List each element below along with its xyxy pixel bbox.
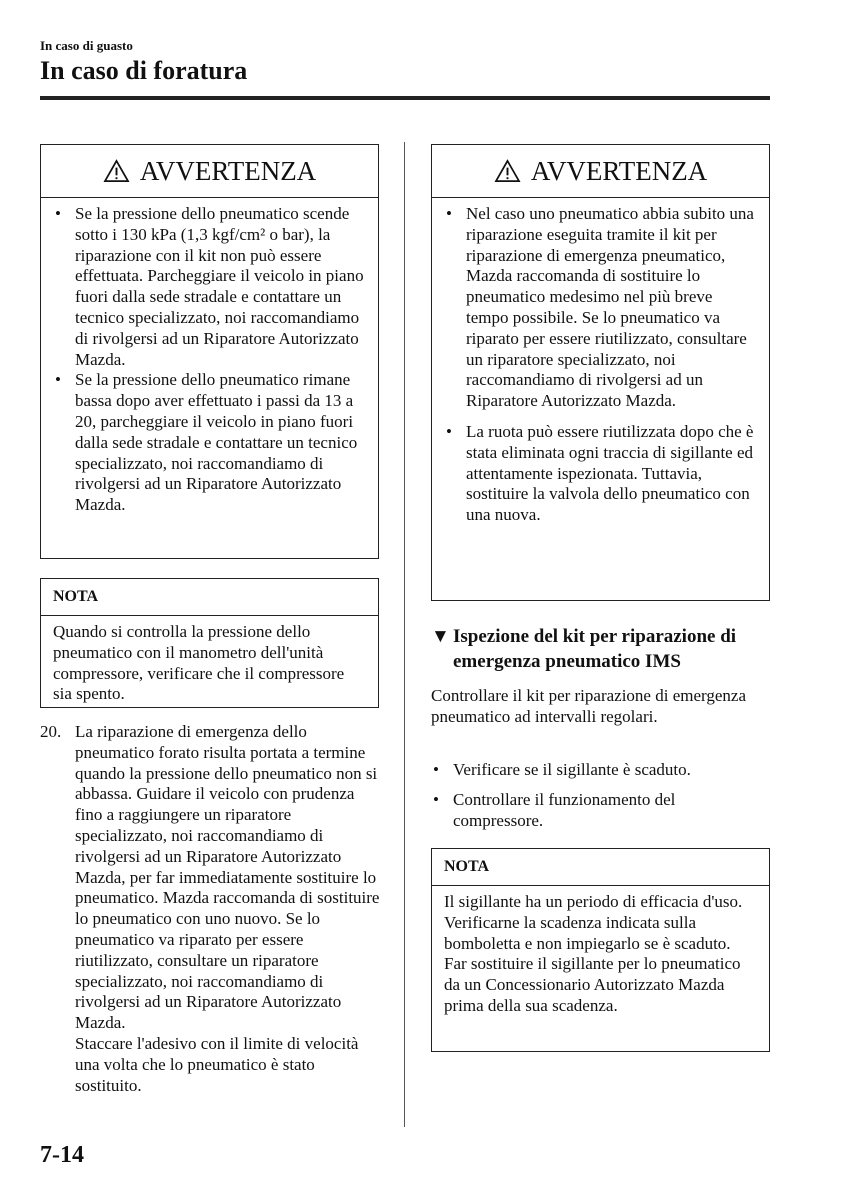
warning-title: AVVERTENZA [139, 155, 317, 186]
step-text-2: Staccare l'adesivo con il limite di velocità una volta che lo pneumatico è stato sostituito. [75, 1033, 359, 1095]
nota-box-right [431, 848, 770, 1052]
column-divider [404, 142, 405, 1127]
warning-item: • La ruota può essere riutilizzata dopo che è stata eliminata ogni traccia di sigillante ed attentamente ispezionata. Tuttavia, sostituire la valvola dello pneumatico con una nuova. [444, 422, 757, 526]
warning-item: • Nel caso uno pneumatico abbia subito una riparazione eseguita tramite il kit per riparazione di emergenza pneumatico, Mazda raccomanda di sostituire lo pneumatico medesimo nel più breve tempo possibile. Se lo pneumatico va riparato per essere riutilizzato, consultare un riparatore specializzato, noi raccomandiamo di rivolgersi ad un Riparatore Autorizzato Mazda. [444, 204, 757, 412]
section-label: In caso di guasto [40, 38, 133, 53]
section-marker-icon: ▼ [431, 626, 450, 647]
warning-triangle-icon [103, 159, 130, 183]
warning-box-right [431, 144, 770, 601]
ims-heading-text: Ispezione del kit per riparazione di emergenza pneumatico IMS [453, 626, 737, 672]
ims-intro: Controllare il kit per riparazione di emergenza pneumatico ad intervalli regolari. [431, 686, 746, 726]
warning-header [432, 145, 769, 198]
page-title: In caso di foratura [40, 56, 248, 85]
title-rule [40, 96, 770, 100]
warning-triangle-icon [494, 159, 521, 183]
ims-checklist [431, 760, 766, 831]
nota-text: Il sigillante ha un periodo di efficacia d'uso. Verificarne la scadenza indicata sulla bomboletta e non impiegarlo se è scaduto. Far sostituire il sigillante per lo pneumatico da un Concessionario Autorizzato Mazda prima della sua scadenza. [444, 892, 743, 1015]
page-number: 7-14 [40, 1142, 84, 1168]
list-item: • Verificare se il sigillante è scaduto. [431, 760, 766, 781]
ims-heading [431, 624, 776, 674]
nota-box-left [40, 578, 379, 708]
warning-item: • Se la pressione dello pneumatico rimane bassa dopo aver effettuato i passi da 13 a 20, parcheggiare il veicolo in piano fuori dalla sede stradale e contattare un tecnico specializzato, noi raccomandiamo di rivolgersi ad un Riparatore Autorizzato Mazda. [53, 370, 366, 516]
nota-title: NOTA [41, 579, 378, 616]
warning-box-left [40, 144, 379, 559]
step-text: La riparazione di emergenza dello pneumatico forato risulta portata a termine quando la pressione dello pneumatico non si abbassa. Guidare il veicolo con prudenza fino a raggiungere un riparatore specializzato, noi raccomandiamo di rivolgersi ad un Riparatore Autorizzato Mazda, per far immediatamente sostituire lo pneumatico. Mazda raccomanda di sostituire lo pneumatico con uno nuovo. Se lo pneumatico va riparato per essere riutilizzato, consultare un riparatore specializzato, noi raccomandiamo di rivolgersi ad un Riparatore Autorizzato Mazda. [75, 722, 380, 1033]
nota-text: Quando si controlla la pressione dello pneumatico con il manometro dell'unità compressore, verificare che il compressore sia spento. [53, 622, 345, 704]
list-item: • Controllare il funzionamento del compressore. [431, 790, 766, 832]
warning-header [41, 145, 378, 198]
warning-title: AVVERTENZA [530, 155, 708, 186]
warning-item: • Se la pressione dello pneumatico scende sotto i 130 kPa (1,3 kgf/cm² o bar), la riparazione con il kit non può essere effettuata. Parcheggiare il veicolo in piano fuori dalla sede stradale e contattare un tecnico specializzato, noi raccomandiamo di rivolgersi ad un Riparatore Autorizzato Mazda. [53, 204, 366, 370]
nota-title: NOTA [432, 849, 769, 886]
step-20 [40, 722, 380, 1096]
step-number: 20. [40, 722, 62, 741]
